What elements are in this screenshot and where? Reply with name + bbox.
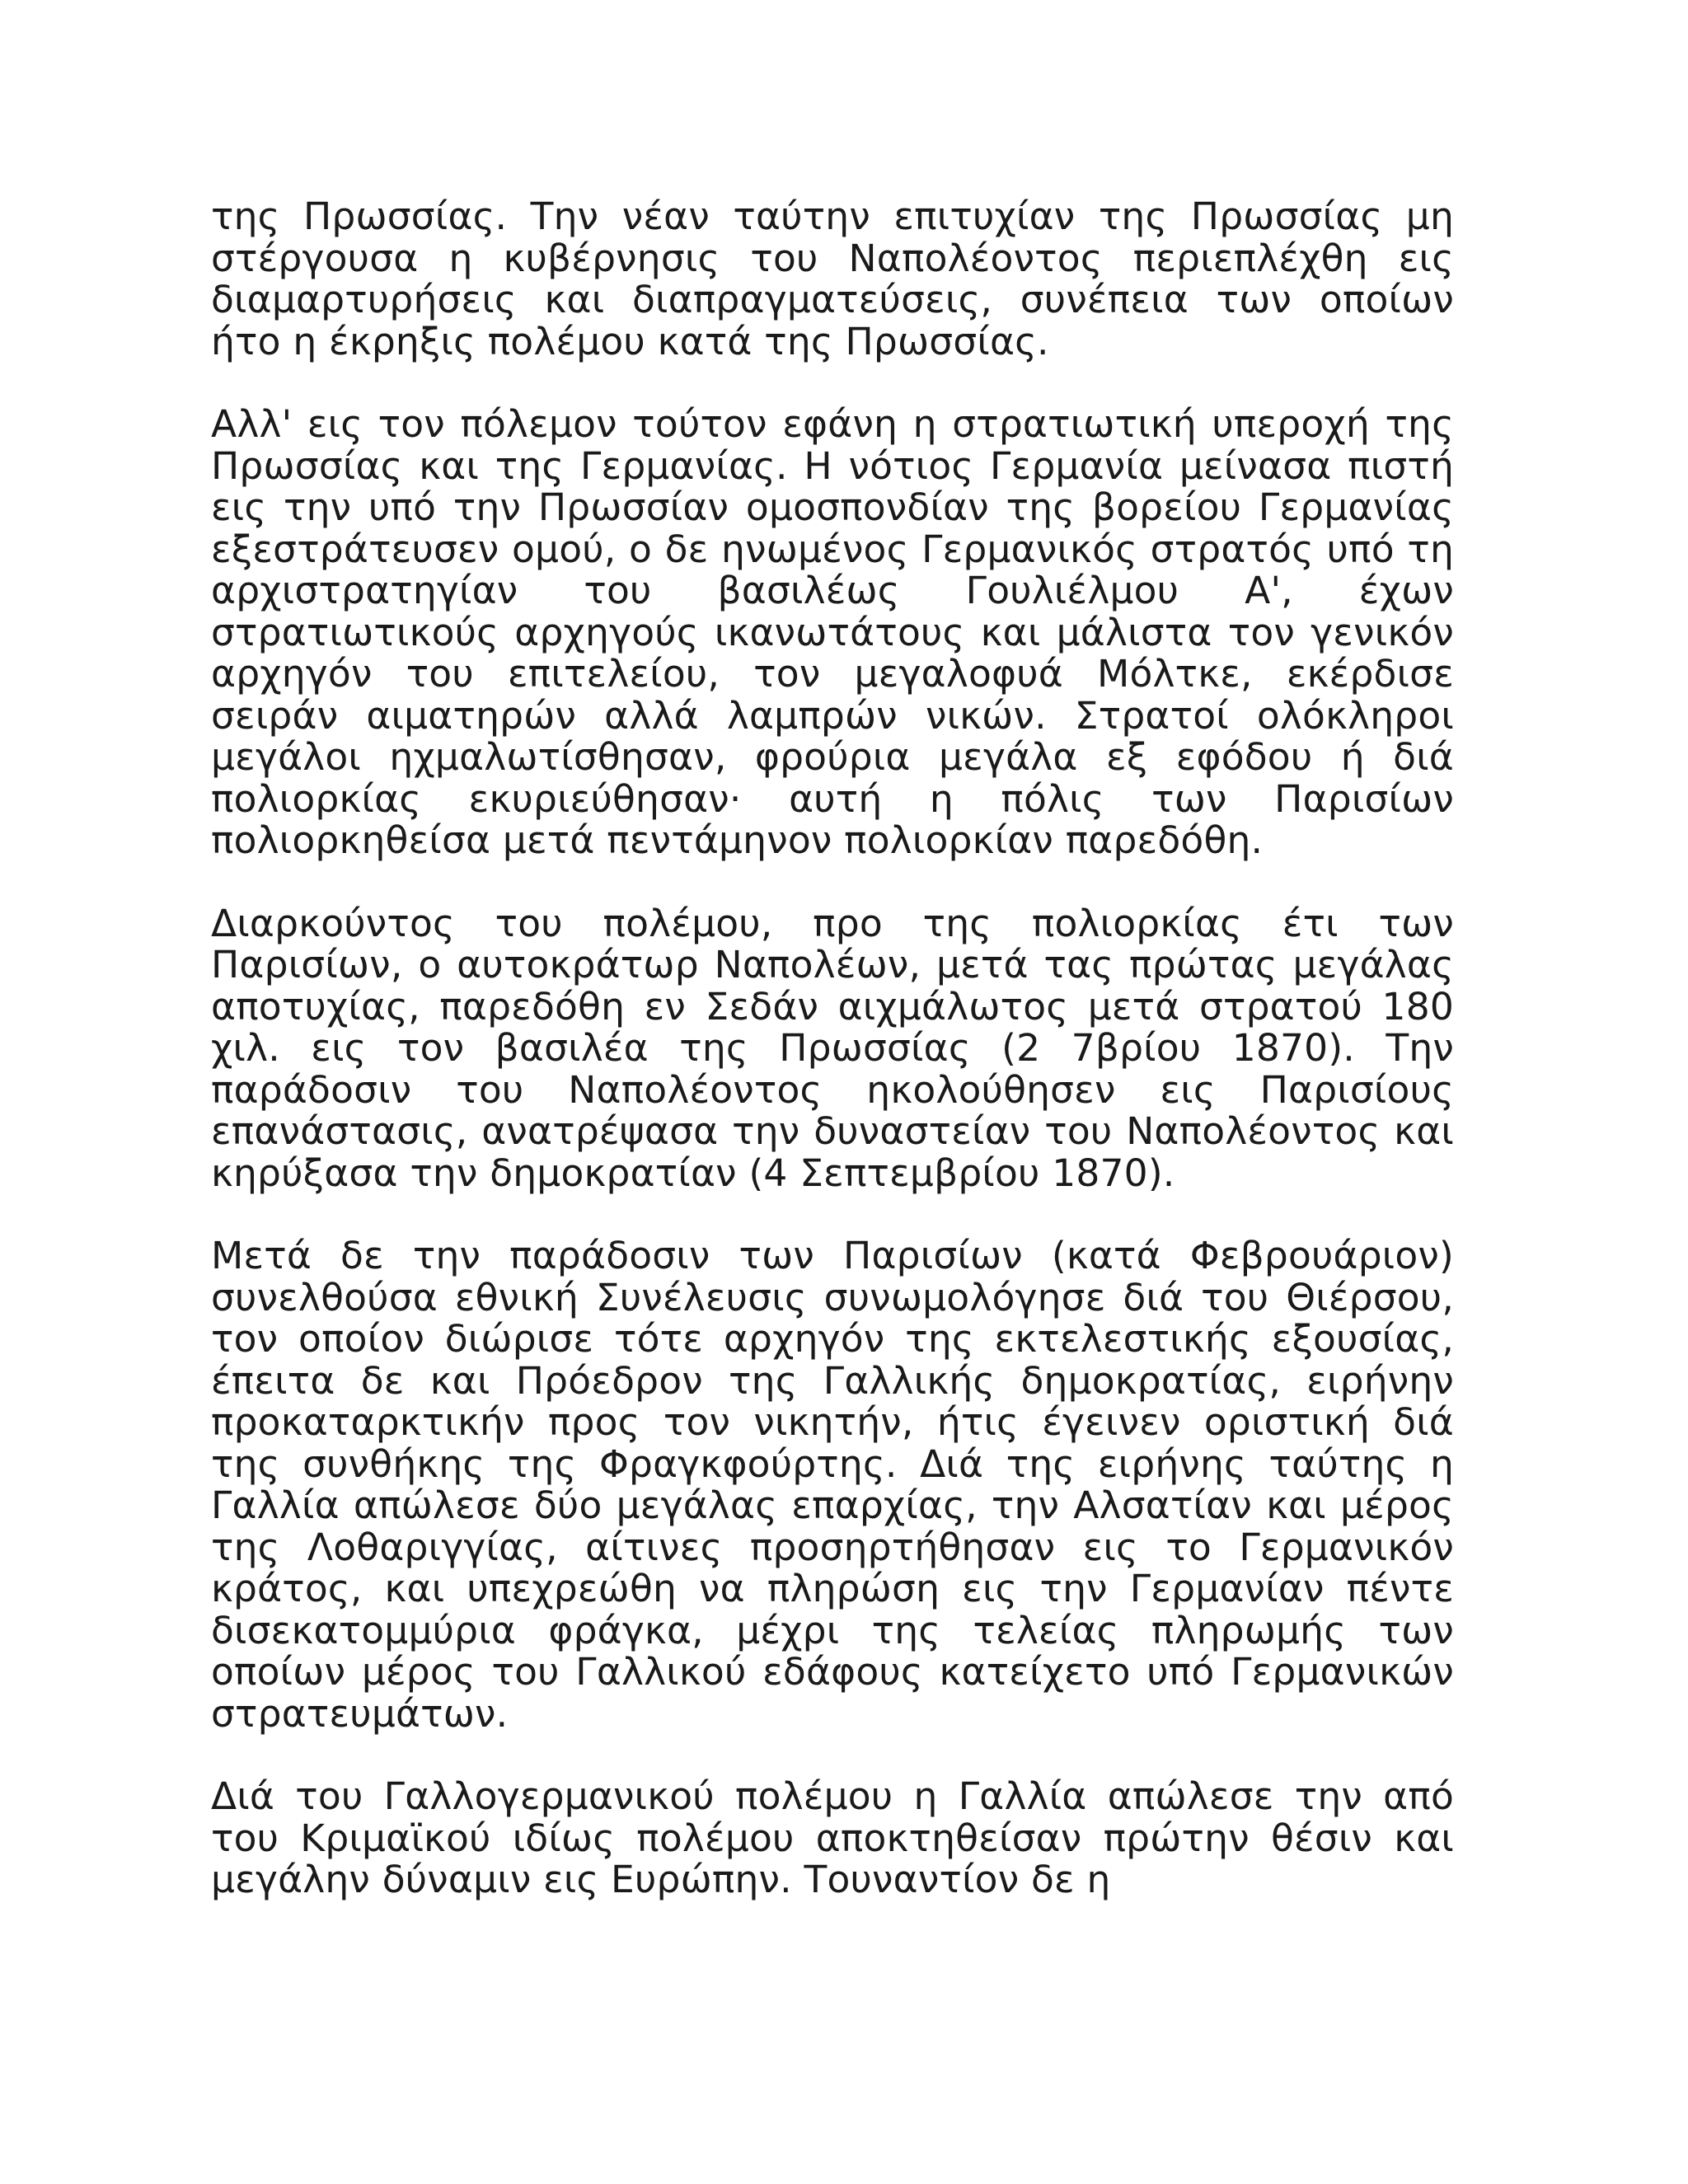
paragraph-4: Μετά δε την παράδοσιν των Παρισίων (κατά Φεβρουάριον) συνελθούσα εθνική Συνέλευσις συνωμολόγησε διά του Θιέρσου, τον οποίον διώρισε τότε αρχηγόν της εκτελεστικής εξουσίας, έπειτα δε και Πρόεδρον της Γαλλικής δημοκρατίας, ειρήνην προκαταρκτικήν προς τον νικητήν, ήτις έγεινεν οριστική διά της συνθήκης της Φραγκφούρτης. Διά της ειρήνης ταύτης η Γαλλία απώλεσε δύο μεγάλας επαρχίας, την Αλσατίαν και μέρος της Λοθαριγγίας, αίτινες προσηρτήθησαν εις το Γερμανικόν κράτος, και υπεχρεώθη να πληρώση εις την Γερμανίαν πέντε δισεκατομμύρια φράγκα, μέχρι της τελείας πληρωμής των οποίων μέρος του Γαλλικού εδάφους κατείχετο υπό Γερμανικών στρατευμάτων. bbox=[211, 1234, 1454, 1736]
paragraph-3: Διαρκούντος του πολέμου, προ της πολιορκίας έτι των Παρισίων, ο αυτοκράτωρ Ναπολέων, μετά τας πρώτας μεγάλας αποτυχίας, παρεδόθη εν Σεδάν αιχμάλωτος μετά στρατού 180 χιλ. εις τον βασιλέα της Πρωσσίας (2 7βρίου 1870). Την παράδοσιν του Ναπολέοντος ηκολούθησεν εις Παρισίους επανάστασις, ανατρέψασα την δυναστείαν του Ναπολέοντος και κηρύξασα την δημοκρατίαν (4 Σεπτεμβρίου 1870). bbox=[211, 901, 1454, 1195]
paragraph-1: της Πρωσσίας. Την νέαν ταύτην επιτυχίαν της Πρωσσίας μη στέργουσα η κυβέρνησις του Ναπολέοντος περιεπλέχθη εις διαμαρτυρήσεις και διαπραγματεύσεις, συνέπεια των οποίων ήτο η έκρηξις πολέμου κατά της Πρωσσίας. bbox=[211, 194, 1454, 363]
body-text bbox=[211, 196, 1454, 1943]
paragraph-2: Αλλ' εις τον πόλεμον τούτον εφάνη η στρατιωτική υπεροχή της Πρωσσίας και της Γερμανίας. Η νότιος Γερμανία μείνασα πιστή εις την υπό την Πρωσσίαν ομοσπονδίαν της βορείου Γερμανίας εξεστράτευσεν ομού, ο δε ηνωμένος Γερμανικός στρατός υπό τη αρχιστρατηγίαν του βασιλέως Γουλιέλμου Α', έχων στρατιωτικούς αρχηγούς ικανωτάτους και μάλιστα τον γενικόν αρχηγόν του επιτελείου, τον μεγαλοφυά Μόλτκε, εκέρδισε σειράν αιματηρών αλλά λαμπρών νικών. Στρατοί ολόκληροι μεγάλοι ηχμαλωτίσθησαν, φρούρια μεγάλα εξ εφόδου ή διά πολιορκίας εκυριεύθησαν· αυτή η πόλις των Παρισίων πολιορκηθείσα μετά πεντάμηνον πολιορκίαν παρεδόθη. bbox=[211, 402, 1454, 862]
paragraph-5: Διά του Γαλλογερμανικού πολέμου η Γαλλία απώλεσε την από του Κριμαϊκού ιδίως πολέμου αποκτηθείσαν πρώτην θέσιν και μεγάλην δύναμιν εις Ευρώπην. Τουναντίον δε η bbox=[211, 1774, 1454, 1901]
